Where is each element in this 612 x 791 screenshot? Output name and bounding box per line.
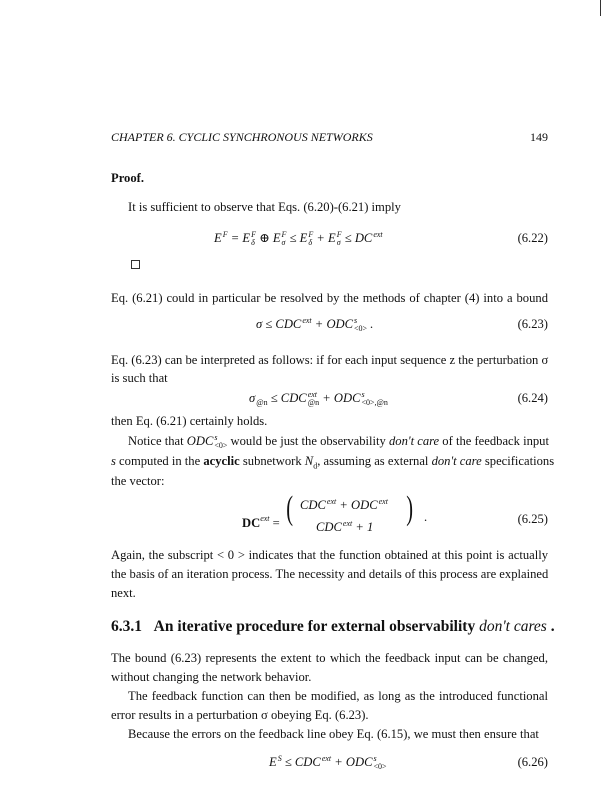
qed-box: [131, 260, 140, 269]
math-script: ext: [321, 754, 332, 764]
text: N: [304, 454, 314, 468]
text-line: the basis of an iteration process. The necessity and details of this process are explained: [111, 567, 549, 581]
proof-label: Proof.: [111, 171, 144, 185]
math-text: CDC: [316, 520, 342, 534]
equation-number: (6.23): [517, 317, 548, 331]
math-text: + ODC: [319, 391, 361, 405]
text: =: [269, 516, 280, 530]
math-scripts: [343, 520, 352, 536]
running-header: CHAPTER 6. CYCLIC SYNCHRONOUS NETWORKS: [111, 130, 373, 144]
text: don't care: [389, 434, 440, 448]
vector-row: [316, 520, 373, 536]
math-script: [343, 528, 352, 536]
text-line: without changing the network behavior.: [111, 670, 312, 684]
text-line: Eq. (6.23) can be interpreted as follows: if for each input sequence z the perturbation σ: [111, 353, 549, 367]
equation-6-22: [214, 231, 383, 247]
math-text: + 1: [352, 520, 374, 534]
math-script: @n: [307, 398, 320, 408]
math-script: ext: [326, 497, 337, 507]
inline-math: [186, 433, 228, 451]
scan-artifact-line: [600, 0, 601, 16]
math-script: @n: [256, 398, 268, 408]
math-scripts: [322, 755, 331, 771]
vector-row: [300, 498, 388, 514]
math-script: F: [222, 230, 228, 240]
text: acyclic: [203, 454, 240, 468]
math-scripts: [373, 231, 382, 247]
math-script: [379, 506, 388, 514]
math-script: ext: [302, 316, 312, 326]
text: ext: [260, 514, 270, 523]
page-number: 149: [530, 130, 548, 144]
text: DC: [242, 516, 261, 530]
section-number: 6.3.1: [111, 618, 142, 635]
text-line: error results in a perturbation σ obeying Eq. (6.23).: [111, 708, 369, 722]
text: .: [424, 510, 428, 524]
text-line: is such that: [111, 371, 168, 385]
math-script: F: [251, 230, 256, 240]
math-scripts: [374, 755, 387, 771]
math-text: .: [367, 317, 374, 331]
equation-6-26: [269, 755, 387, 771]
math-script: ext: [307, 390, 318, 400]
text-line: Eq. (6.21) could in particular be resolved by the methods of chapter (4) into a bound: [111, 291, 548, 305]
math-text: + ODC: [331, 755, 373, 769]
math-script: ext: [373, 230, 383, 240]
math-text: E: [214, 231, 222, 245]
math-text: E: [269, 755, 277, 769]
text-line: It is sufficient to observe that Eqs. (6.20)-(6.21) imply: [128, 200, 401, 214]
text: Notice that: [128, 434, 187, 448]
math-script: s: [373, 754, 377, 764]
math-script: F: [308, 230, 314, 240]
equation-number: (6.25): [517, 512, 548, 526]
left-paren: (: [286, 490, 294, 527]
math-script: <0>: [354, 324, 368, 334]
math-script: [322, 763, 331, 771]
math-script: s: [354, 316, 358, 326]
math-text: σ ≤ CDC: [256, 317, 302, 331]
text-line: next.: [111, 586, 136, 600]
section-title-italic: don't cares: [479, 618, 547, 635]
math-text: ≤ DC: [341, 231, 373, 245]
math-script: ext: [342, 519, 353, 529]
text-line: then Eq. (6.21) certainly holds.: [111, 414, 268, 428]
text: of the feedback input: [439, 434, 549, 448]
math-script: s: [361, 390, 365, 400]
text: d: [313, 461, 318, 471]
math-text: ≤ E: [286, 231, 308, 245]
math-scripts: [354, 317, 367, 333]
text: specifications: [481, 454, 555, 468]
math-scripts: [361, 391, 387, 407]
math-script: δ: [308, 238, 313, 248]
math-script: ext: [378, 497, 388, 507]
math-script: σ: [336, 238, 341, 248]
math-script: [373, 239, 382, 247]
text-line: [111, 454, 555, 474]
text: .: [546, 618, 555, 635]
math-script: <0>,@n: [361, 398, 388, 408]
section-heading: [111, 618, 555, 636]
text: computed in the: [115, 454, 204, 468]
math-text: + ODC: [311, 317, 354, 331]
math-scripts: [327, 498, 336, 514]
text-line: Because the errors on the feedback line obey Eq. (6.15), we must then ensure that: [128, 727, 539, 741]
text: would be just the observability: [227, 434, 389, 448]
math-script: F: [336, 230, 342, 240]
math-script: S: [277, 754, 282, 764]
text-line: [128, 434, 548, 450]
equation-number: (6.22): [517, 231, 548, 245]
equation-6-23: [256, 317, 373, 333]
equation-6-25-lhs: [242, 511, 280, 531]
math-text: CDC: [300, 498, 326, 512]
equation-number: (6.26): [517, 755, 548, 769]
math-scripts: [214, 434, 227, 450]
math-script: [302, 325, 311, 333]
equation-number: (6.24): [517, 391, 548, 405]
math-text: σ: [249, 391, 256, 405]
math-script: F: [281, 230, 287, 240]
equation-6-24: [249, 391, 388, 407]
math-scripts: [308, 391, 319, 407]
math-scripts: [256, 391, 267, 407]
text-line: Again, the subscript < 0 > indicates that the function obtained at this point is actually: [111, 548, 548, 562]
math-text: + E: [313, 231, 336, 245]
math-text: ODC: [186, 434, 214, 448]
math-text: ≤ CDC: [281, 755, 321, 769]
math-script: <0>: [373, 762, 387, 772]
math-script: δ: [251, 238, 255, 248]
math-script: [327, 506, 336, 514]
math-text: + ODC: [336, 498, 378, 512]
math-scripts: [379, 498, 388, 514]
math-text: ≤ CDC: [267, 391, 307, 405]
math-script: <0>: [214, 441, 228, 451]
text-line: The feedback function can then be modified, as long as the introduced functional: [128, 689, 548, 703]
math-script: σ: [281, 238, 286, 248]
section-title: An iterative procedure for external observability: [153, 618, 480, 635]
right-paren: ): [406, 490, 414, 527]
text: , assuming as external: [317, 454, 432, 468]
text: subnetwork: [239, 454, 305, 468]
equation-6-25-vector: [286, 490, 428, 538]
text-line: The bound (6.23) represents the extent to which the feedback input can be changed,: [111, 651, 548, 665]
text: don't care: [431, 454, 482, 468]
math-text: ⊕ E: [255, 231, 281, 245]
text: s: [111, 454, 116, 468]
math-script: s: [214, 433, 218, 443]
math-scripts: [302, 317, 311, 333]
math-text: = E: [227, 231, 251, 245]
text-line: the vector:: [111, 474, 165, 488]
